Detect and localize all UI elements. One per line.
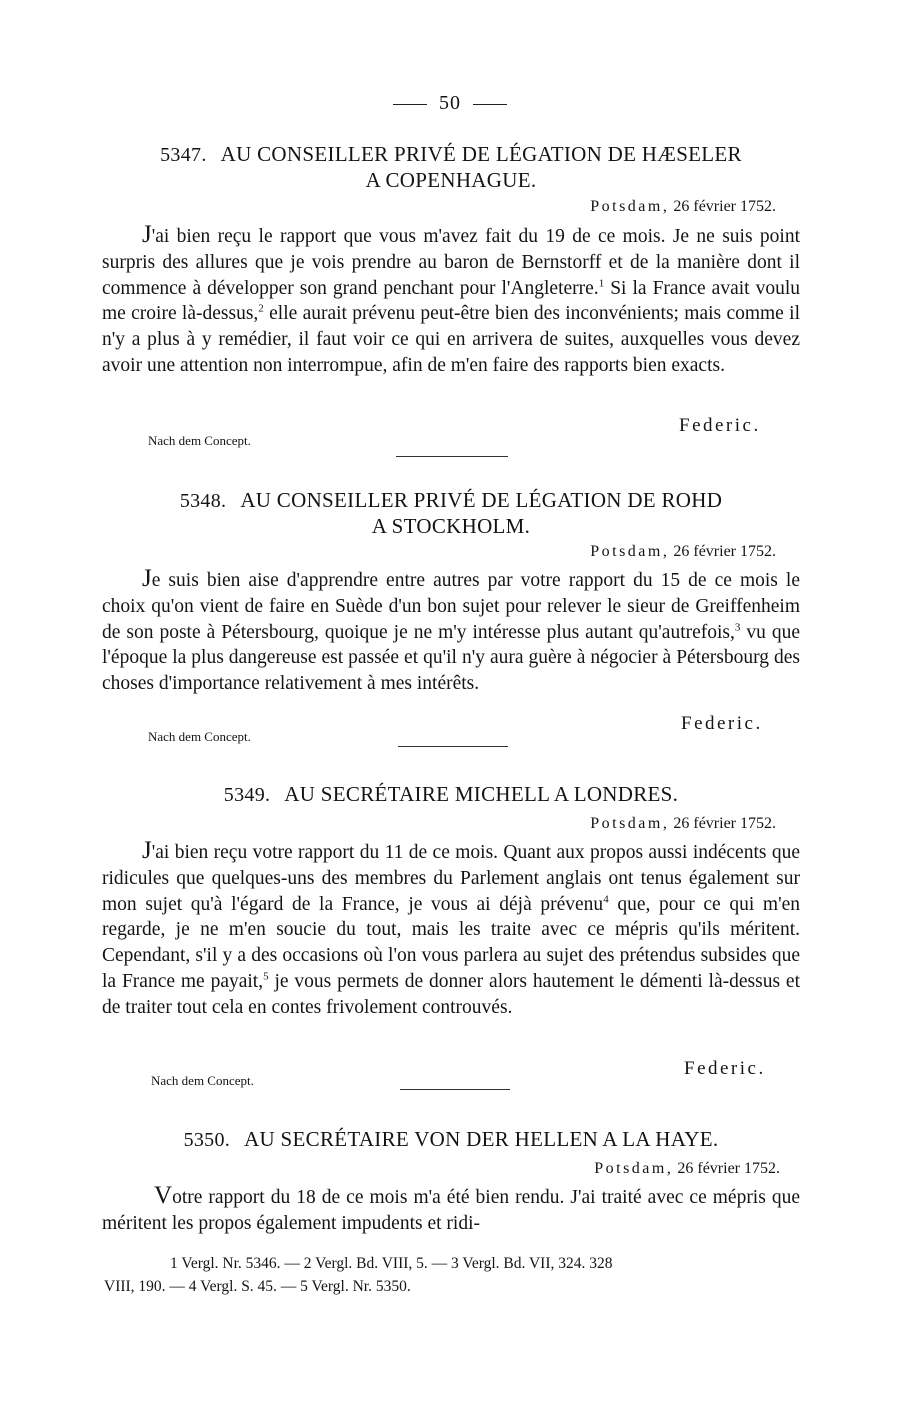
letter-text: vu que l'époque la plus dangereuse est passée et qu'il n'y aura guère à négocier à Pétersbourg des choses d'importance relativement à mes intérêts. (102, 621, 800, 695)
letter-dateline (100, 1160, 780, 1178)
letter-title-line1: AU SECRÉTAIRE MICHELL A LONDRES. (284, 782, 679, 806)
page-number-value: 50 (439, 92, 461, 114)
date-day: 26 février 1752. (677, 1160, 780, 1177)
section-divider (398, 746, 508, 747)
letter-heading-5347 (100, 142, 802, 193)
source-note: Nach dem Concept. (148, 729, 251, 744)
letter-text: je vous permets de donner alors hautement le démenti là-dessus et de traiter tout cela en contes frivolement controuvés. (102, 970, 800, 1018)
signature: Federic. (684, 1058, 766, 1079)
footnote-ref: 3 (734, 621, 741, 634)
initial-letter: J (142, 221, 152, 248)
footnote-ref: 2 (258, 302, 264, 315)
footnote-ref: 4 (603, 893, 609, 906)
footnote-ref: 1 (598, 277, 605, 290)
letter-text: e suis bien aise d'apprendre entre autres par votre rapport du 15 de ce mois le choix qu'on vient de faire en Suède d'un bon sujet pour relever le sieur de Greiffenheim de son poste à Pétersbourg, quoique je ne m'y intéresse plus autant qu'autrefois, (102, 570, 800, 643)
letter-number: 5349. (223, 784, 271, 806)
letter-heading-5348 (100, 488, 802, 539)
letter-dateline (100, 815, 776, 833)
letter-title-line2: A STOCKHOLM. (371, 514, 531, 538)
date-place: Potsdam, (590, 815, 670, 832)
signature: Federic. (679, 415, 761, 436)
footnote-line: VIII, 190. — 4 Vergl. S. 45. — 5 Vergl. Nr. 5350. (104, 1278, 411, 1295)
footnote-ref: 5 (263, 970, 269, 983)
section-divider (396, 456, 508, 457)
letter-text: que, pour ce qui m'en regarde, je ne m'en soucie du tout, mais les traite avec ce mépris qu'ils méritent. Cependant, s'il y a des occasions où l'on vous parlera au sujet des prétendus subsides que la France me payait, (102, 893, 801, 992)
letter-text: Si la France avait voulu me croire là-dessus, (102, 277, 801, 325)
letter-dateline (100, 198, 776, 216)
letter-text: 'ai bien reçu votre rapport du 11 de ce mois. Quant aux propos aussi indécents que ridicules que quelques-uns des membres du Parlement anglais ont tenus également sur mon sujet qu'à l'égard de la France, je vous ai déjà prévenu (102, 842, 800, 915)
source-note: Nach dem Concept. (148, 433, 251, 448)
letter-dateline (100, 543, 776, 561)
page-number-dash-left (393, 104, 427, 105)
date-day: 26 février 1752. (673, 198, 776, 215)
letter-heading-5350 (100, 1127, 802, 1153)
letter-number: 5347. (160, 144, 207, 166)
letter-title-line1: AU SECRÉTAIRE VON DER HELLEN A LA HAYE. (244, 1127, 719, 1151)
letter-text: elle aurait prévenu peut-être bien des inconvénients; mais comme il n'y a plus à y remédier, il faut voir ce qui en arrivera de suites, auxquelles vous devez avoir une attention non interrompue, afin de m'en faire des rapports bien exacts. (102, 303, 800, 376)
letter-heading-5349 (100, 782, 802, 808)
source-note: Nach dem Concept. (151, 1073, 254, 1088)
letter-title-line1: AU CONSEILLER PRIVÉ DE LÉGATION DE ROHD (240, 488, 723, 512)
letter-text: otre rapport du 18 de ce mois m'a été bien rendu. J'ai traité avec ce mépris que méritent les propos également impudents et ridi- (102, 1187, 800, 1234)
signature: Federic. (681, 713, 763, 734)
page-number-dash-right (473, 104, 507, 105)
date-place: Potsdam, (590, 198, 670, 215)
date-day: 26 février 1752. (673, 543, 776, 560)
letter-number: 5350. (183, 1129, 231, 1151)
date-place: Potsdam, (590, 543, 670, 560)
letter-body-5348 (102, 566, 800, 697)
letter-body-5349 (102, 838, 800, 1021)
letter-body-5347 (102, 222, 800, 379)
initial-letter: V (154, 1182, 173, 1209)
section-divider (400, 1089, 510, 1090)
letter-title-line1: AU CONSEILLER PRIVÉ DE LÉGATION DE HÆSELER (220, 142, 742, 166)
page-number (0, 92, 900, 115)
letter-text: 'ai bien reçu le rapport que vous m'avez fait du 19 de ce mois. Je ne suis point surpris des allures que je vois prendre au baron de Bernstorff et de la manière dont il commence à développer son grand penchant pour l'Angleterre. (102, 226, 800, 299)
initial-letter: J (142, 837, 152, 864)
letter-title-line2: A COPENHAGUE. (365, 168, 537, 192)
date-day: 26 février 1752. (673, 815, 776, 832)
date-place: Potsdam, (594, 1160, 674, 1177)
letter-number: 5348. (179, 490, 227, 512)
footnote-line: 1 Vergl. Nr. 5346. — 2 Vergl. Bd. VIII, 5. — 3 Vergl. Bd. VII, 324. 328 (170, 1255, 613, 1272)
initial-letter: J (142, 565, 152, 592)
letter-body-5350 (102, 1183, 800, 1237)
footnotes (104, 1252, 804, 1298)
